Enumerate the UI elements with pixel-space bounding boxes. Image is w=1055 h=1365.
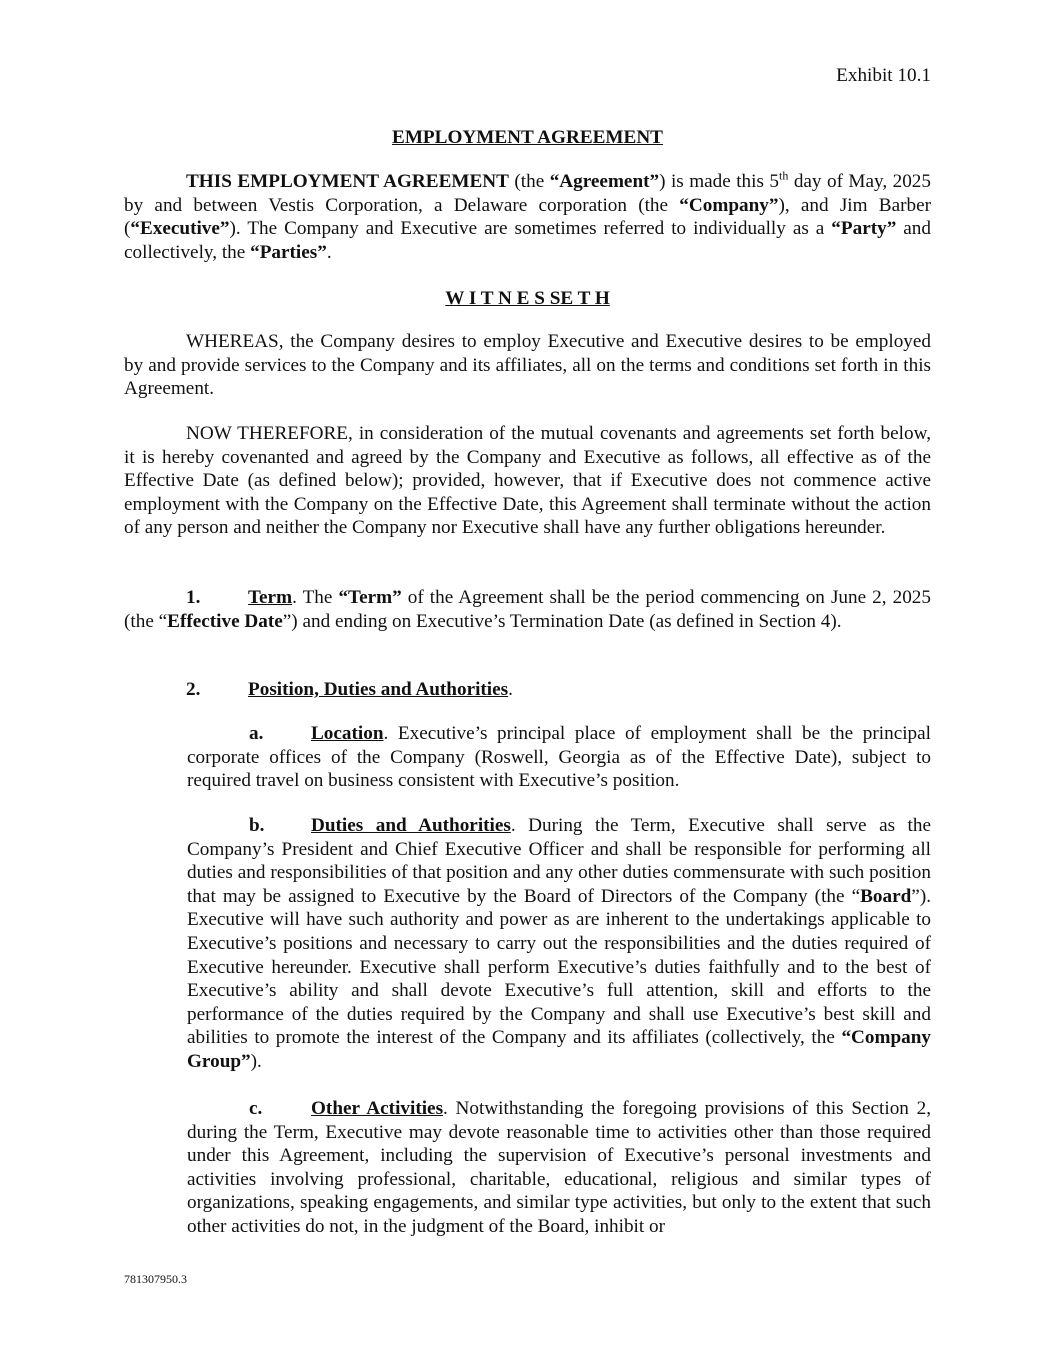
section-2c-heading: Other Activities bbox=[311, 1098, 444, 1119]
intro-paragraph: THIS EMPLOYMENT AGREEMENT (the “Agreement”) is made this 5th day of May, 2025 by and between Vestis Corporation, a Delaware corporation (the “Company”), and Jim Barber (“Executive”). The Company and Executive are sometimes referred to individually as a “Party” and collectively, the “Parties”. bbox=[124, 168, 931, 263]
section-2a-number: a. bbox=[249, 723, 264, 744]
exhibit-label: Exhibit 10.1 bbox=[836, 65, 931, 86]
section-1-heading: Term bbox=[248, 587, 293, 608]
section-2-heading-line: 2. Position, Duties and Authorities. bbox=[186, 679, 513, 700]
document-title: EMPLOYMENT AGREEMENT bbox=[392, 127, 663, 148]
section-2b-number: b. bbox=[249, 815, 265, 836]
section-2b-heading: Duties and Authorities bbox=[311, 815, 511, 836]
section-1-term: 1. Term. The “Term” of the Agreement shall be the period commencing on June 2, 2025 (the “Effective Date”) and ending on Executive’s Termination Date (as defined in Section 4). bbox=[124, 587, 931, 632]
section-2a-location: a. Location. Executive’s principal place of employment shall be the principal corporate offices of the Company (Roswell, Georgia as of the Effective Date), subject to required travel on business consistent with Executive’s position. bbox=[187, 723, 931, 792]
section-1-number: 1. bbox=[186, 587, 201, 608]
section-2-number: 2. bbox=[186, 679, 201, 700]
witnesseth-heading: W I T N E S SE T H bbox=[445, 288, 610, 309]
section-2c-other-activities: c. Other Activities. Notwithstanding the foregoing provisions of this Section 2, during the Term, Executive may devote reasonable time to activities other than those required under this Agreement, including the supervision of Executive’s personal investments and activities involving professional, charitable, educational, religious and similar types of organizations, speaking engagements, and similar type activities, but only to the extent that such other activities do not, in the judgment of the Board, inhibit or bbox=[187, 1098, 931, 1237]
section-2b-duties: b. Duties and Authorities. During the Term, Executive shall serve as the Company’s President and Chief Executive Officer and shall be responsible for performing all duties and responsibilities of that position and any other duties commensurate with such position that may be assigned to Executive by the Board of Directors of the Company (the “Board”). Executive will have such authority and power as are inherent to the undertakings applicable to Executive’s positions and necessary to carry out the responsibilities and the duties required of Executive hereunder. Executive shall perform Executive’s duties faithfully and to the best of Executive’s ability and shall devote Executive’s full attention, skill and efforts to the performance of the duties required by the Company and shall use Executive’s best skill and abilities to promote the interest of the Company and its affiliates (collectively, the “Company Group”). bbox=[187, 815, 931, 1072]
now-therefore-paragraph: NOW THEREFORE, in consideration of the mutual covenants and agreements set forth below, it is hereby covenanted and agreed by the Company and Executive as follows, all effective as of the Effective Date (as defined below); provided, however, that if Executive does not commence active employment with the Company on the Effective Date, this Agreement shall terminate without the action of any person and neither the Company nor Executive shall have any further obligations hereunder. bbox=[124, 423, 931, 539]
intro-agreement-name: THIS EMPLOYMENT AGREEMENT bbox=[186, 171, 509, 192]
section-2-heading: Position, Duties and Authorities bbox=[248, 679, 509, 700]
section-2a-heading: Location bbox=[311, 723, 384, 744]
whereas-paragraph: WHEREAS, the Company desires to employ Executive and Executive desires to be employed by and provide services to the Company and its affiliates, all on the terms and conditions set forth in this Agreement. bbox=[124, 331, 931, 400]
section-2c-number: c. bbox=[249, 1098, 263, 1119]
document-id: 781307950.3 bbox=[124, 1272, 187, 1286]
